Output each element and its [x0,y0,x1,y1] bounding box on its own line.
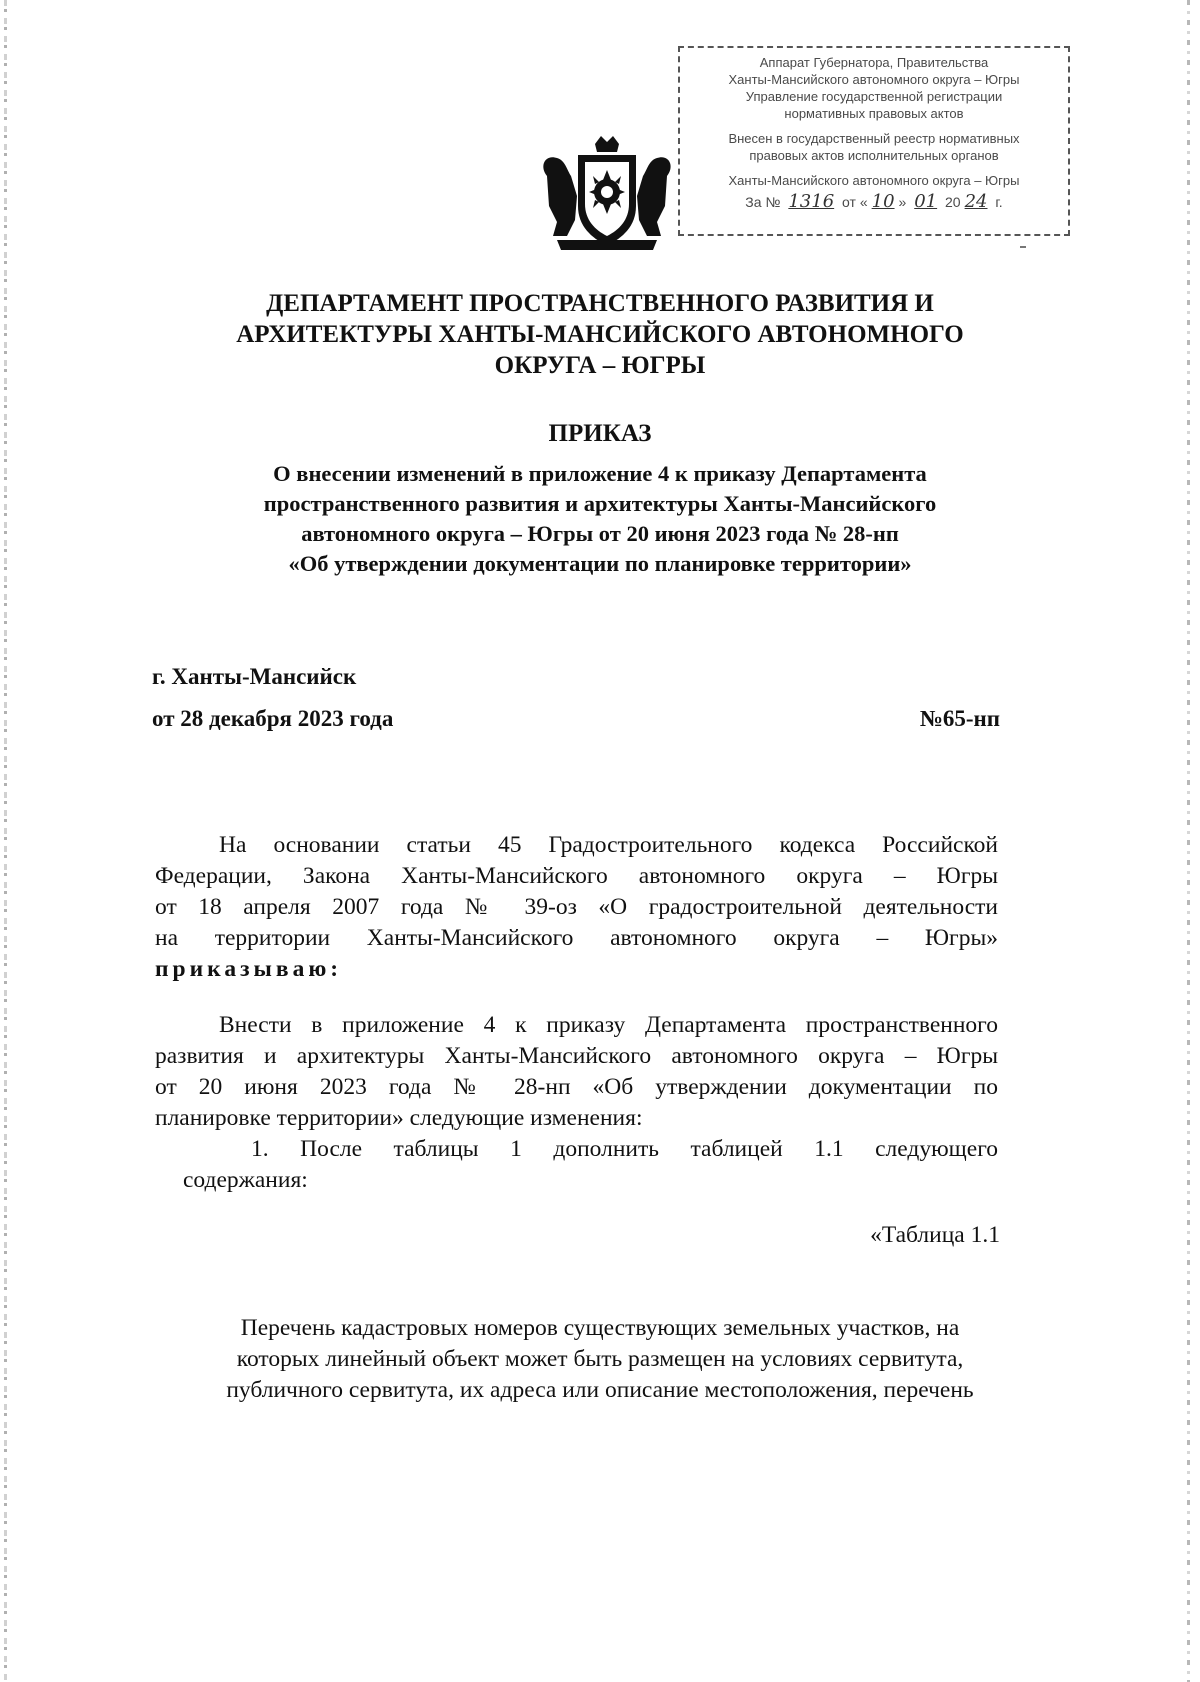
stamp-line: Внесен в государственный реестр нормативных [728,131,1020,146]
paragraph-line: от 18 апреля 2007 года № 39-оз «О градостроительной деятельности [155,894,998,920]
stamp-reg-suffix: г. [995,194,1003,210]
paragraph-line: планировке территории» следующие изменения: [155,1105,643,1131]
registration-stamp [678,46,1070,236]
stamp-reg-prefix: За № [745,194,781,210]
document-number: №65-нп [919,706,1000,731]
table-title-line: публичного сервитута, их адреса или описание местоположения, перечень [226,1377,974,1403]
paragraph-line: развития и архитектуры Ханты-Мансийского автономного округа – Югры [155,1043,998,1069]
document-date: от 28 декабря 2023 года [152,706,394,731]
stamp-line: Ханты-Мансийского автономного округа – Югры [728,72,1020,87]
paragraph-line: Федерации, Закона Ханты-Мансийского автономного округа – Югры [155,863,998,889]
scan-edge-left [4,0,7,1682]
subject-line: пространственного развития и архитектуры Ханты-Мансийского [263,491,937,516]
subject-line: О внесении изменений в приложение 4 к приказу Департамента [273,461,927,486]
organization-name [150,288,1050,381]
paragraph-line: Внести в приложение 4 к приказу Департамента пространственного [219,1012,998,1038]
stamp-line: Аппарат Губернатора, Правительства [759,55,989,70]
scan-edge-right [1187,0,1190,1682]
subject-line: автономного округа – Югры от 20 июня 2023 года № 28-нп [301,521,899,546]
subject-line: «Об утверждении документации по планировке территории» [288,551,912,576]
stamp-reg-from: от « [842,194,868,210]
stamp-line: Ханты-Мансийского автономного округа – Югры [728,173,1020,188]
table-title-line: Перечень кадастровых номеров существующих земельных участков, на [240,1315,960,1341]
table-title [150,1313,1050,1406]
stamp-registration-line [686,193,1062,211]
document-type: ПРИКАЗ [548,420,652,447]
document-city: г. Ханты-Мансийск [152,664,357,689]
stamp-line: правовых актов исполнительных органов [749,148,999,163]
stamp-reg-year: 24 [964,191,988,212]
paragraph-line: от 20 июня 2023 года № 28-нп «Об утверждении документации по [155,1074,998,1100]
scan-mark [1020,246,1026,248]
org-line: ОКРУГА – ЮГРЫ [494,352,706,379]
stamp-reg-month: 01 [914,191,938,212]
stamp-line: Управление государственной регистрации [745,89,1003,104]
stamp-reg-number: 1316 [788,191,835,212]
stamp-line: нормативных правовых актов [784,106,964,121]
paragraph-line: На основании статьи 45 Градостроительного кодекса Российской [219,832,998,858]
document-subject [150,459,1050,579]
table-label: «Таблица 1.1 [870,1222,1000,1248]
paragraph-line: на территории Ханты-Мансийского автономного округа – Югры» [155,925,998,951]
stamp-reg-day: 10 [871,191,895,212]
table-title-line: которых линейный объект может быть размещен на условиях сервитута, [236,1346,964,1372]
stamp-reg-year-prefix: 20 [945,194,961,210]
coat-of-arms-icon [537,136,677,256]
org-line: АРХИТЕКТУРЫ ХАНТЫ-МАНСИЙСКОГО АВТОНОМНОГО [236,321,964,348]
paragraph-basis [155,830,998,985]
list-item-line: 1. После таблицы 1 дополнить таблицей 1.1 следующего [251,1136,998,1162]
paragraph-changes [155,1010,998,1196]
org-line: ДЕПАРТАМЕНТ ПРОСТРАНСТВЕННОГО РАЗВИТИЯ И [266,290,934,317]
stamp-reg-mid: » [898,194,907,210]
order-verb: приказываю: [155,956,343,982]
list-item-line: содержания: [183,1167,308,1193]
